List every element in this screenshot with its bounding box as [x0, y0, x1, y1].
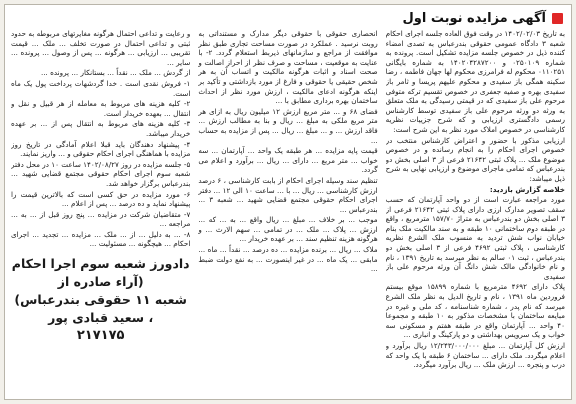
notice-code: ۲۱۷۱۷۵: [76, 328, 125, 344]
paragraph: فضای ۶۸ و ... متر مربع ارزش ۱۲ میلیون ریال به ازای هر متر مربع ملکی به مبلغ ... ریال و بنا به مطالب ارزش ... فاقد ارزش ... و ... مبلغ ... ریال ... پس از مزایده به حساب ...: [198, 106, 378, 145]
notice-title: آگهی مزایده نوبت اول: [402, 10, 546, 26]
paragraph: تنظیم سند وسیله اجرای احکام از بابت کارشناسی ، ۶ درصد ارزش کارشناسی ... ریال ... با ... ساعت ۱۰ الی ۱۲ ... دفتر اجرای احکام حقوقی مجتمع قضایی شهید ... شعبه ۳ ... بندرعباس ...: [198, 175, 378, 214]
condition-item: ۳- کلیه هزینه های مربوط به انتقال پس از ... بر عهده خریدار میباشد.: [11, 119, 191, 138]
notice-header: [403, 9, 563, 27]
paragraph: پلاک دارای ۴۶۹۲ مترمربع با شماره ۱۵۸۹۹ موقع بیستم فروردین ماه ۱۳۹۱ ، نام و تاریخ الدیل به نظر ملک الشرع میرسد که نام پدر ، شماره شناسنامه ، کد ملی و غیره در مبایعه ساختمان با مشخصات مذکور به ۱۰ طبقه و مجموعا ۴۰ واحد ... آپارتمان واقع در طبقه هفتم و مسکونی سه خواب و یک سرویس بهداشتی و دو پارکینگ و انباری ...: [385, 282, 565, 340]
paragraph: از گردش ... ملک ... نقداً ... بستانکار ... پرونده ...: [40, 68, 191, 78]
notice-body: [11, 29, 565, 395]
paragraph: موجب ... بر خلاف ... مبلغ ... ریال واقع ... به ... که ... ارزش ... پلاک ... ملک ... در تمامی ... سهم الارث ... و هرگونه هزینه تنظیم سند ... بر عهده خریدار ...: [198, 215, 378, 244]
condition-item: ۸- ... به دلیل ... از ... ملک ... مزایده ... تجدید ... اجرای احکام ... هیچگونه ... مسئولیت ...: [11, 229, 191, 249]
signature-line-1: دادورز شعبه سوم اجرا احکام (آراء صادره از: [11, 256, 190, 290]
signature-block: [11, 255, 190, 345]
left-column: [11, 29, 190, 395]
signature-line-2: شعبه ۱۱ حقوقی بندرعباس) ، سعید قبادی پور: [14, 292, 187, 326]
paragraph: ارزیابی مذکور با حضور و اعتراض کارشناس منتخب در خصوص اجرای احکام را به انجام رسانده و در خصوص موضوع ملک ... پلاک ثبتی ۲۱۶۴۲ فرعی از ۳ اصلی بخش دو بندرعباس که تمامی ماجرای موضوع و ارزیابی نهایی به شرح ذیل میباشد:: [385, 135, 565, 183]
paragraph: ملاک ... ریال ... برنده مزایده ... ده درصد ... نقداً ... ماه ... مابقی ... یک ماه ... در غیر اینصورت ... به نفع دولت ضبط ...: [198, 245, 378, 274]
paragraph: انحصاری حقوقی با حقوقی دیگر مدارک و مستنداتی به روبت نرسید . عملکرد در صورت مساحت تجاری طبق نظر موافقت از مراجع و سازمانهای ذیربط استعلام گردد. ۲- با عنایت به موقعیت ، مساحت و صرف نظر از احراز اصالت و صحت اسناد و اثبات هرگونه مالکیت و اتساب آن به هر شخص حقیقی یا حقوقی و فارغ از مورد بازداشتی و تأکید بر اینکه هرگونه ادعای مالکیت ، ارزش مورد نظر از احداث ساختمان بهره برداری مطابق با ...: [198, 29, 378, 106]
condition-item: ۷- متقاضیان شرکت در مزایده ... پنج روز قبل از ... به ... مراجعه ...: [11, 209, 191, 229]
condition-item: ۴- پیشنهاد دهندگان باید قبلا اعلام آمادگی در تاریخ روز مزایده با هماهنگی اجرای احکام حقوقی و ... واریز نمایند.: [11, 139, 191, 159]
paragraph: ارزش کل آپارتمان ... مبلغ ۱۲/۲۴۳/۰۰۰/۰۰۰ ریال برآورد و اعلام میگردد. ملک دارای ... ساختمان ۶ طبقه با یک واحد که درب و پنجره ... ارزش ملک ... ریال برآورد میگردد.: [385, 341, 565, 370]
section-heading: خلاصه گزارش بازدید:: [489, 184, 565, 194]
paragraph: به تاریخ ۱۴۰۲/۰۲/۰۳ در وقت فوق العاده جلسه اجرای احکام شعبه ۳ دادگاه عمومی حقوقی بندرعباس به تصدی امضاء کننده ذیل در خصوص جلسه مزایده تشکیل است. پرونده به شماره ۰۲۵۰۱۰۹ و ۱۴۰۲۰۴۲۸۷۲۰۰ به شماره بایگانی ۰۱۱۰۲۵۱ محکوم له فرامرزی محکوم لها جهان فاطمه ، رضا سکینه همگی باز سفیدی و محکوم علیهم پریسا و ثامر باز سفیدی بهره و صفیه جعفری در خصوص تقسیم ترکه متوفی مرحوم علی باز سفیدی که در قیمتی رسیدگی به ملک متعلق به ورثه دو ورثه مرحوم علی باز سفیدی توسط کارشناس رسمی دادگستری ارزیابی و که شرح جزییات نظریه کارشناسی در خصوص املاک مورد نظر به این شرح است:: [385, 29, 565, 134]
middle-column: [198, 29, 377, 395]
paragraph: و رعایت و تداعی احتمال هرگونه مغایرتهای مربوطه به حدود ثبتی و تداعی احتمال در صورت تخلف ... ملک ... قیمت تقریبی ... ارزیابی ... هرگونه ... پس از وصول ... پرونده ... سایر ...: [11, 29, 191, 67]
condition-item: ۶- مورد مزایده در حق کسی است که بالاترین قیمت را پیشنهاد نماید و ده درصد ... پس از اعلام ...: [11, 189, 191, 209]
legal-notice: [4, 4, 572, 400]
right-column: [386, 29, 565, 395]
condition-item: ۲- کلیه هزینه های مربوط به معامله از هر قبیل و نقل و انتقال ... بعهده خریدار است.: [11, 99, 191, 118]
red-square-icon: [552, 13, 563, 24]
condition-item: ۵- جلسه مزایده در روز ۱۴۰۲/۰۸/۲۷ ساعت ۱۰ در محل دفتر شعبه سوم اجرای احکام حقوقی مجتمع قضایی شهید ... بندرعباس برگزار خواهد شد.: [11, 159, 191, 188]
condition-item: ۱- فروش نقدی است . خدا گردشهات پرداخت پول یک ماه است.: [11, 78, 191, 98]
paragraph: مورد مراجعه عبارت است از دو واحد آپارتمان که حسب سقف تصویر مدارک ارزی دارای پلاک ثبتی ۲۱۶۴۲ فرعی از ۳ اصلی بخش دو بندرعباس به متراژ ۱۵۷/۷۰ مترمربع ، واقع در طبقه دوم ساختمانی ۱۰ طبقه و به سند مالکیت ملک بنام خیابان نواب شش تردید به منسوب ملک الشرع نظریه کارشناسی ، پلاک ثبتی ۴۶۹۲ فرعی از ۳ اصلی بخش دو بندرعباس ، ثبت ۰۱ سالم به نظر میرسد به تاریخ ۱۳۹۱ ، نام و نام خانوادگی مالک شش دانگ آن ورثه مرحوم علی باز سفیدی: [385, 195, 565, 281]
paragraph: قیمت پایه مزایده ... هر طبقه یک واحد ... آپارتمان ... سه خواب ... متر مربع ... دارای ... ریال ... برآورد و اعلام می گردد.: [198, 146, 378, 175]
